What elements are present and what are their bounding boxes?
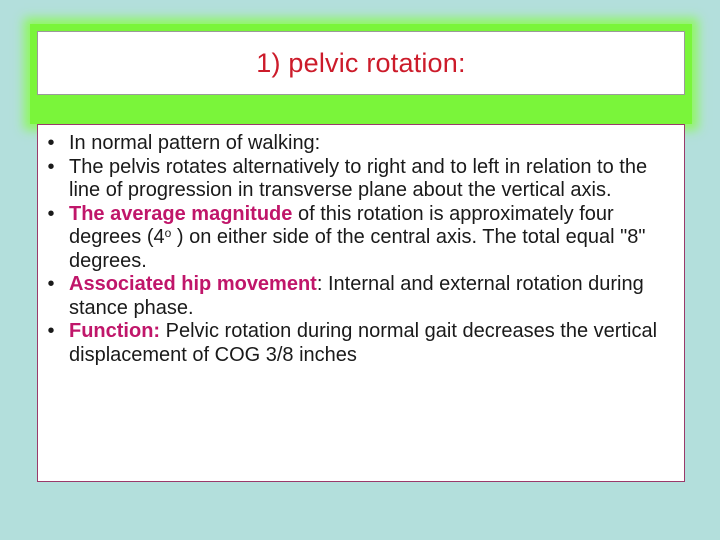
bullet-text: ) on either side of the central axis. The total equal "8" degrees.	[69, 226, 646, 272]
bullet-highlight: Associated hip movement	[69, 273, 317, 295]
degree-superscript: o	[164, 226, 172, 240]
content-box	[37, 124, 685, 482]
bullet-icon: •	[47, 132, 55, 154]
list-item	[47, 320, 672, 367]
bullet-text: The pelvis rotates alternatively to right and to left in relation to the line of progression in transverse plane about the vertical axis.	[69, 155, 648, 201]
bullet-icon: •	[47, 320, 55, 342]
list-item	[47, 202, 672, 274]
bullet-highlight: Function:	[69, 320, 161, 342]
list-item	[47, 132, 672, 156]
slide-title: 1) pelvic rotation:	[256, 47, 466, 78]
bullet-text: In normal pattern of walking:	[69, 132, 321, 154]
bullet-text: : Internal and external rotation during stance phase.	[69, 273, 644, 319]
bullet-icon: •	[47, 202, 55, 225]
list-item	[47, 155, 672, 203]
title-box	[37, 31, 685, 95]
bullet-text: of this rotation is approximately four degrees (4	[69, 202, 614, 248]
bullet-highlight: The average magnitude	[69, 202, 293, 225]
bullet-icon: •	[47, 273, 55, 295]
bullet-icon: •	[47, 155, 55, 178]
bullet-text: Pelvic rotation during normal gait decreases the vertical displacement of COG 3/8 inches	[69, 320, 658, 366]
bullet-list	[38, 125, 684, 367]
list-item	[47, 273, 672, 320]
